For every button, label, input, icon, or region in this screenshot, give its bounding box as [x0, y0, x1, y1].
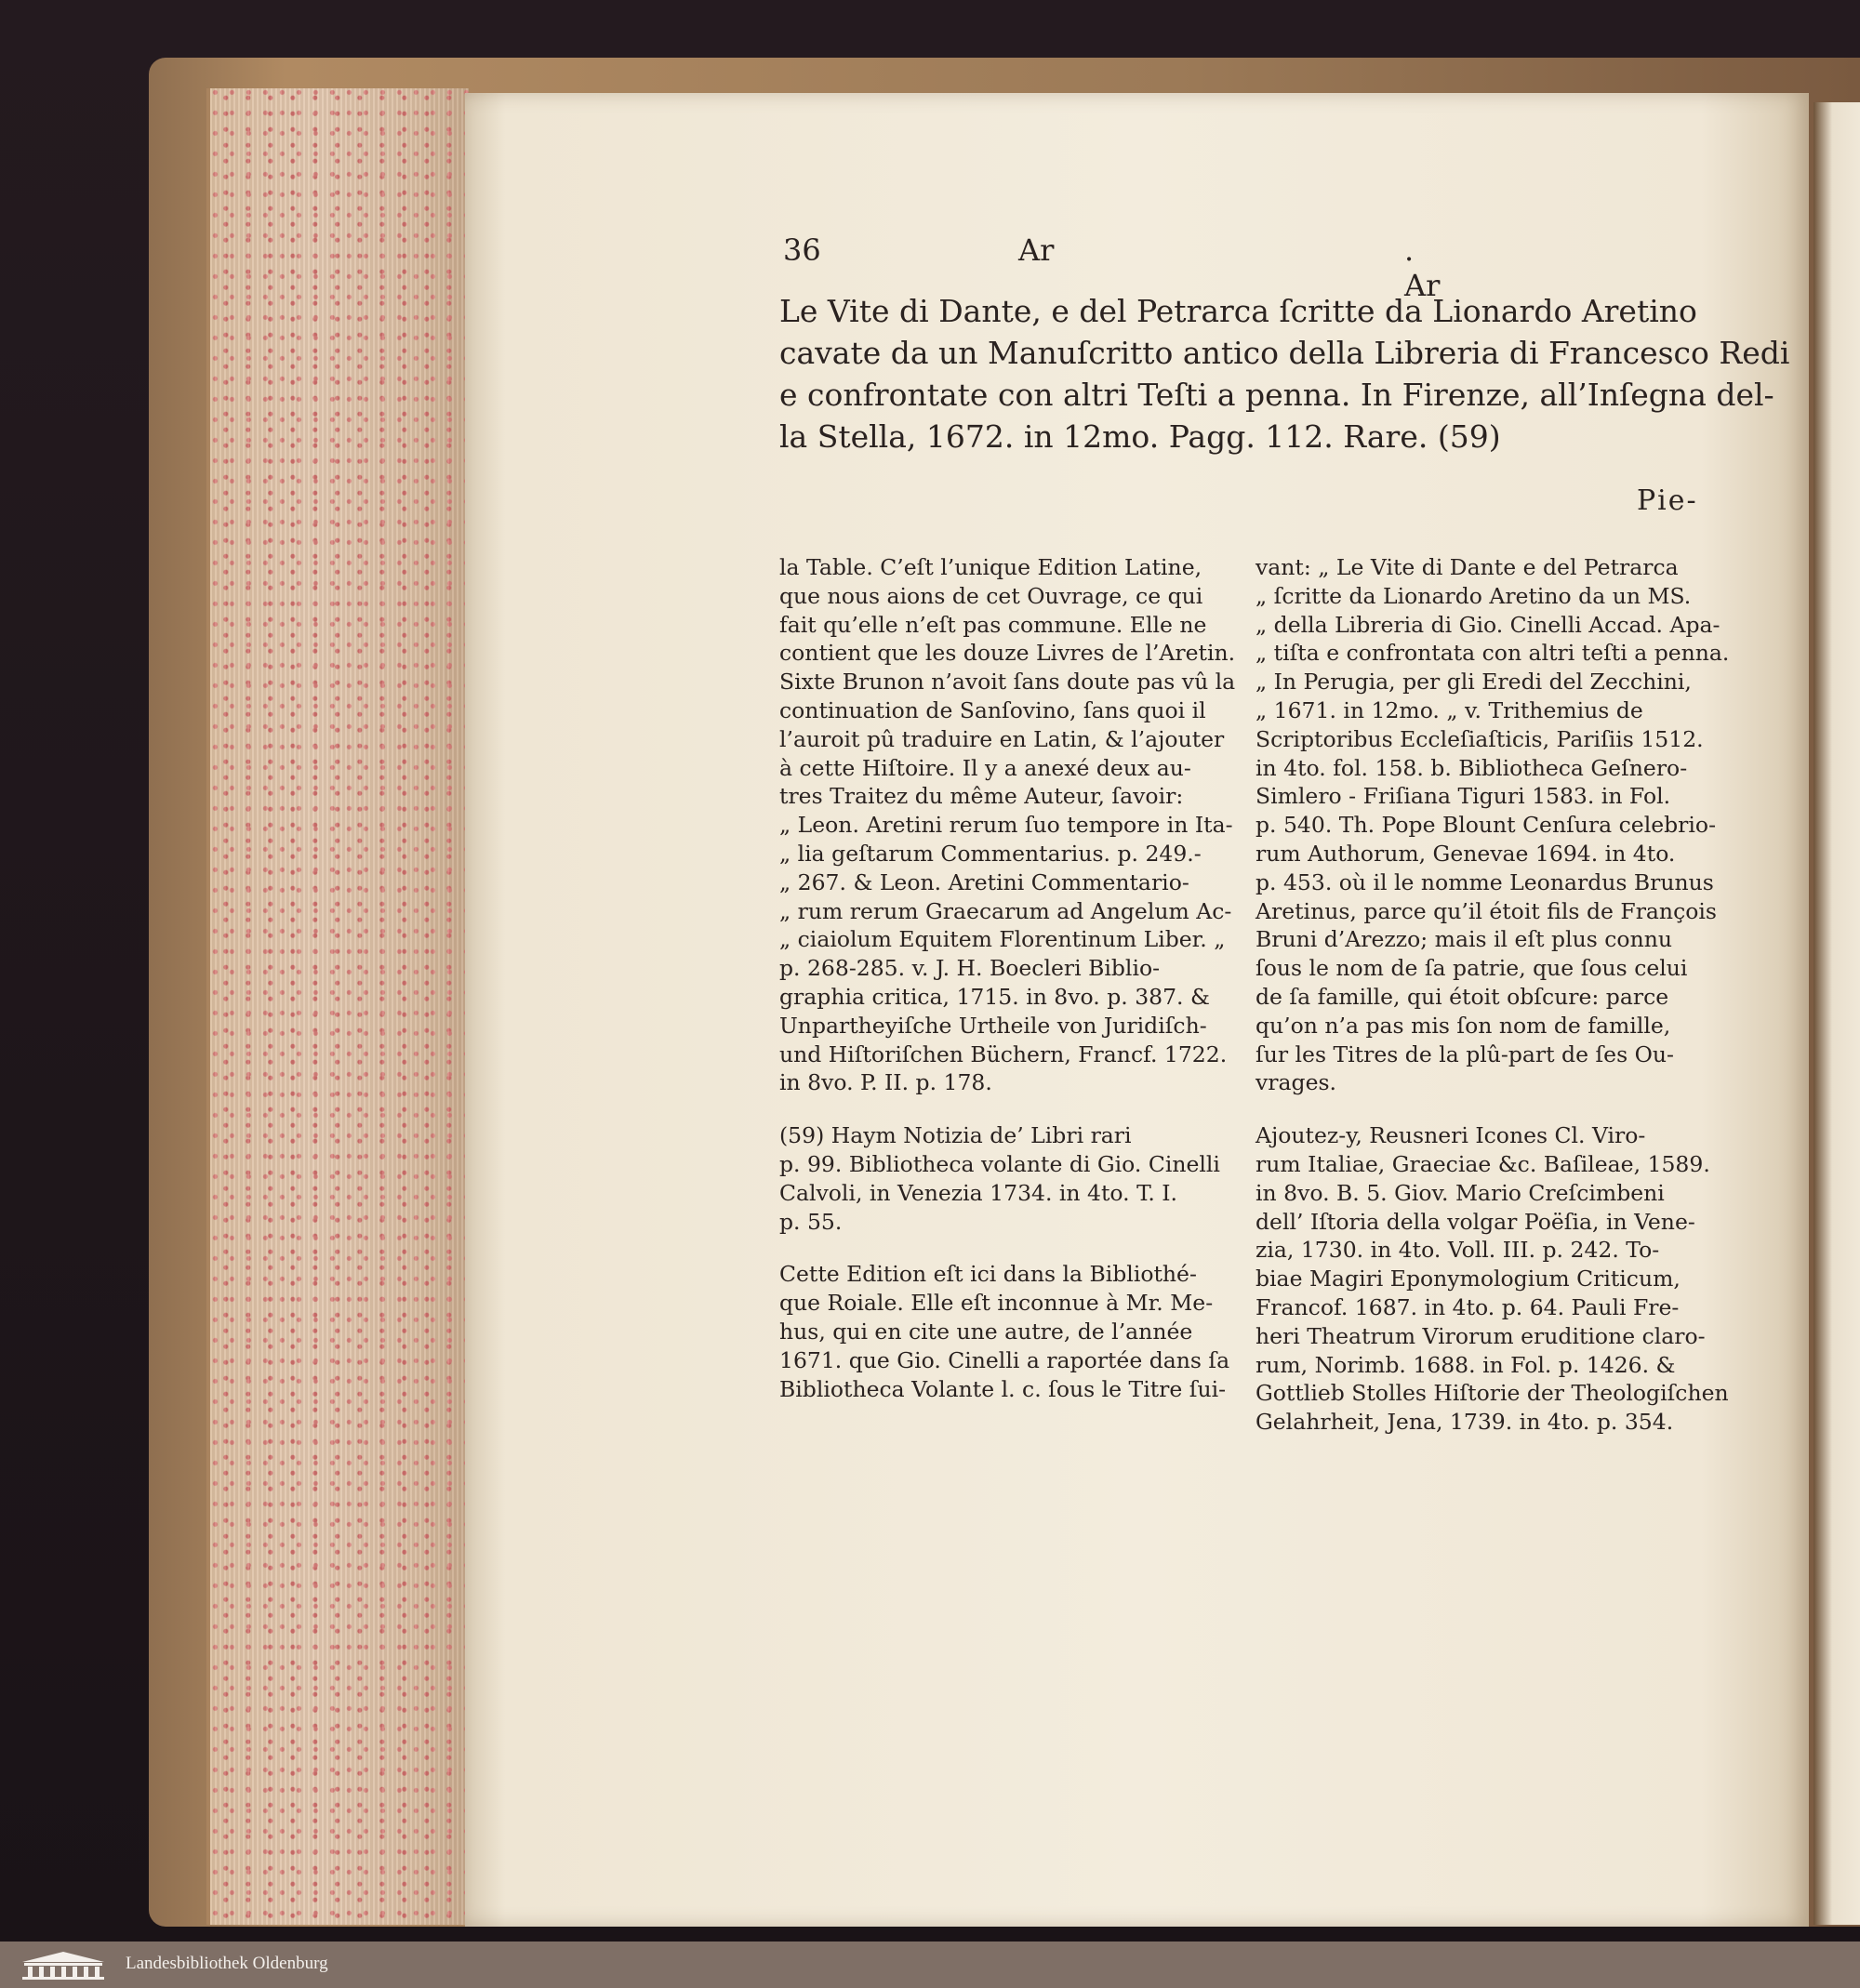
text-line: in 8vo. B. 5. Giov. Mario Creſcimbeni	[1256, 1179, 1665, 1206]
text-line: rum Authorum, Genevae 1694. in 4to.	[1256, 840, 1676, 867]
text-line: graphia critica, 1715. in 8vo. p. 387. &	[779, 983, 1210, 1010]
title-line: la Stella, 1672. in 12mo. Pagg. 112. Rare. (59)	[779, 418, 1501, 455]
text-line: zia, 1730. in 4to. Voll. III. p. 242. To-	[1256, 1237, 1660, 1264]
text-line: l’auroit pû traduire en Latin, & l’ajouter	[779, 725, 1225, 752]
text-line: que nous aions de cet Ouvrage, ce qui	[779, 582, 1203, 609]
paragraph	[779, 553, 1236, 1097]
text-line: rum, Norimb. 1688. in Fol. p. 1426. &	[1256, 1351, 1676, 1378]
text-line: p. 453. où il le nomme Leonardus Brunus	[1256, 868, 1714, 895]
paragraph	[779, 1260, 1230, 1403]
page-number: 36	[783, 232, 821, 268]
text-line: Bruni d’Arezzo; mais il eſt plus connu	[1256, 926, 1672, 953]
library-building-icon	[17, 1949, 110, 1981]
text-line: p. 540. Th. Pope Blount Cenſura celebrio-	[1256, 812, 1717, 839]
running-head-right: . Ar	[1404, 232, 1441, 303]
text-line: ſous le nom de ſa patrie, que ſous celui	[1256, 955, 1688, 982]
text-line: Bibliotheca Volante l. c. ſous le Titre ſui-	[779, 1375, 1227, 1402]
text-line: que Roiale. Elle eſt inconnue à Mr. Me-	[779, 1290, 1214, 1317]
text-line: p. 55.	[779, 1208, 843, 1235]
text-line: Cette Edition eſt ici dans la Bibliothé-	[779, 1261, 1197, 1288]
text-line: p. 99. Bibliotheca volante di Gio. Cinelli	[779, 1150, 1220, 1177]
running-head-left: Ar	[1018, 232, 1055, 268]
text-line: Sixte Brunon n’avoit ſans doute pas vû la	[779, 669, 1236, 696]
right-column	[1256, 553, 1730, 1437]
text-line: und Hiſtoriſchen Büchern, Francf. 1722.	[779, 1040, 1228, 1067]
left-column	[779, 553, 1236, 1403]
text-line: „ tiſta e confrontata con altri teſti a penna.	[1256, 640, 1730, 667]
entry-title	[779, 290, 1790, 457]
text-line: „ ſcritte da Lionardo Aretino da un MS.	[1256, 582, 1692, 609]
text-line: (59) Haym Notizia de’ Libri rari	[779, 1122, 1132, 1149]
text-line: Gottlieb Stolles Hiſtorie der Theologiſchen	[1256, 1380, 1729, 1407]
text-line: p. 268-285. v. J. H. Boecleri Biblio-	[779, 955, 1161, 982]
footer-bar	[0, 1942, 1860, 1988]
text-line: „ In Perugia, per gli Eredi del Zecchini,	[1256, 669, 1692, 696]
text-line: Francof. 1687. in 4to. p. 64. Pauli Fre-	[1256, 1293, 1680, 1320]
text-line: contient que les douze Livres de l’Aretin.	[779, 640, 1236, 667]
text-line: Unpartheyiſche Urtheile von Juridiſch-	[779, 1012, 1207, 1039]
text-line: biae Magiri Eponymologium Criticum,	[1256, 1266, 1681, 1292]
text-line: „ della Libreria di Gio. Cinelli Accad. Apa-	[1256, 611, 1720, 638]
text-line: vrages.	[1256, 1069, 1337, 1096]
text-line: „ ciaiolum Equitem Florentinum Liber. „	[779, 926, 1226, 953]
library-name: Landesbibliothek Oldenburg	[126, 1954, 328, 1973]
text-line: Gelahrheit, Jena, 1739. in 4to. p. 354.	[1256, 1409, 1674, 1436]
text-line: „ Leon. Aretini rerum ſuo tempore in Ita-	[779, 812, 1233, 839]
text-line: qu’on n’a pas mis ſon nom de famille,	[1256, 1012, 1671, 1039]
text-line: la Table. C’eſt l’unique Edition Latine,	[779, 554, 1202, 580]
text-line: „ 267. & Leon. Aretini Commentario-	[779, 868, 1189, 895]
text-line: de ſa famille, qui étoit obſcure: parce	[1256, 983, 1669, 1010]
text-line: Ajoutez-y, Reusneri Icones Cl. Viro-	[1256, 1122, 1646, 1149]
text-line: Aretinus, parce qu’il étoit fils de François	[1256, 897, 1717, 924]
facing-page-edge	[1814, 102, 1860, 1925]
text-line: ſur les Titres de la plû-part de ſes Ou-	[1256, 1040, 1674, 1067]
paragraph-gap	[779, 1097, 1226, 1121]
text-line: 1671. que Gio. Cinelli a raportée dans ſa	[779, 1346, 1230, 1373]
text-line: „ lia geſtarum Commentarius. p. 249.-	[779, 840, 1202, 867]
catchword: Pie-	[1637, 484, 1698, 517]
text-line: dell’ Iſtoria della volgar Poëſia, in Vene-	[1256, 1208, 1695, 1235]
text-line: „ 1671. in 12mo. „ v. Trithemius de	[1256, 696, 1643, 723]
text-line: Simlero - Friſiana Tiguri 1583. in Fol.	[1256, 783, 1671, 810]
text-line: à cette Hiſtoire. Il y a anexé deux au-	[779, 754, 1191, 781]
paragraph	[779, 1121, 1226, 1236]
text-line: tres Traitez du même Auteur, ſavoir:	[779, 783, 1184, 810]
text-line: Calvoli, in Venezia 1734. in 4to. T. I.	[779, 1179, 1178, 1206]
paragraph	[1256, 553, 1730, 1097]
text-line: „ rum rerum Graecarum ad Angelum Ac-	[779, 897, 1232, 924]
text-line: heri Theatrum Virorum eruditione claro-	[1256, 1322, 1706, 1349]
text-line: fait qu’elle n’eſt pas commune. Elle ne	[779, 611, 1207, 638]
text-line: Scriptoribus Eccleſiaſticis, Pariſiis 1512.	[1256, 725, 1704, 752]
paragraph	[1256, 1121, 1729, 1437]
text-line: rum Italiae, Graeciae &c. Baſileae, 1589.	[1256, 1150, 1710, 1177]
text-line: in 8vo. P. II. p. 178.	[779, 1069, 992, 1096]
page-edges	[206, 88, 469, 1925]
text-line: hus, qui en cite une autre, de l’année	[779, 1318, 1193, 1345]
paragraph-gap	[779, 1236, 1226, 1260]
title-line: Le Vite di Dante, e del Petrarca ſcritte da Lionardo Aretino	[779, 293, 1697, 329]
text-line: continuation de Sanſovino, ſans quoi il	[779, 696, 1206, 723]
text-line: in 4to. fol. 158. b. Bibliotheca Geſnero-	[1256, 754, 1688, 781]
title-line: e confrontate con altri Teſti a penna. In Firenze, all’Inſegna del-	[779, 377, 1774, 413]
paragraph-gap	[1256, 1097, 1697, 1121]
title-line: cavate da un Manuſcritto antico della Libreria di Francesco Redi	[779, 335, 1790, 371]
text-line: vant: „ Le Vite di Dante e del Petrarca	[1256, 554, 1679, 580]
